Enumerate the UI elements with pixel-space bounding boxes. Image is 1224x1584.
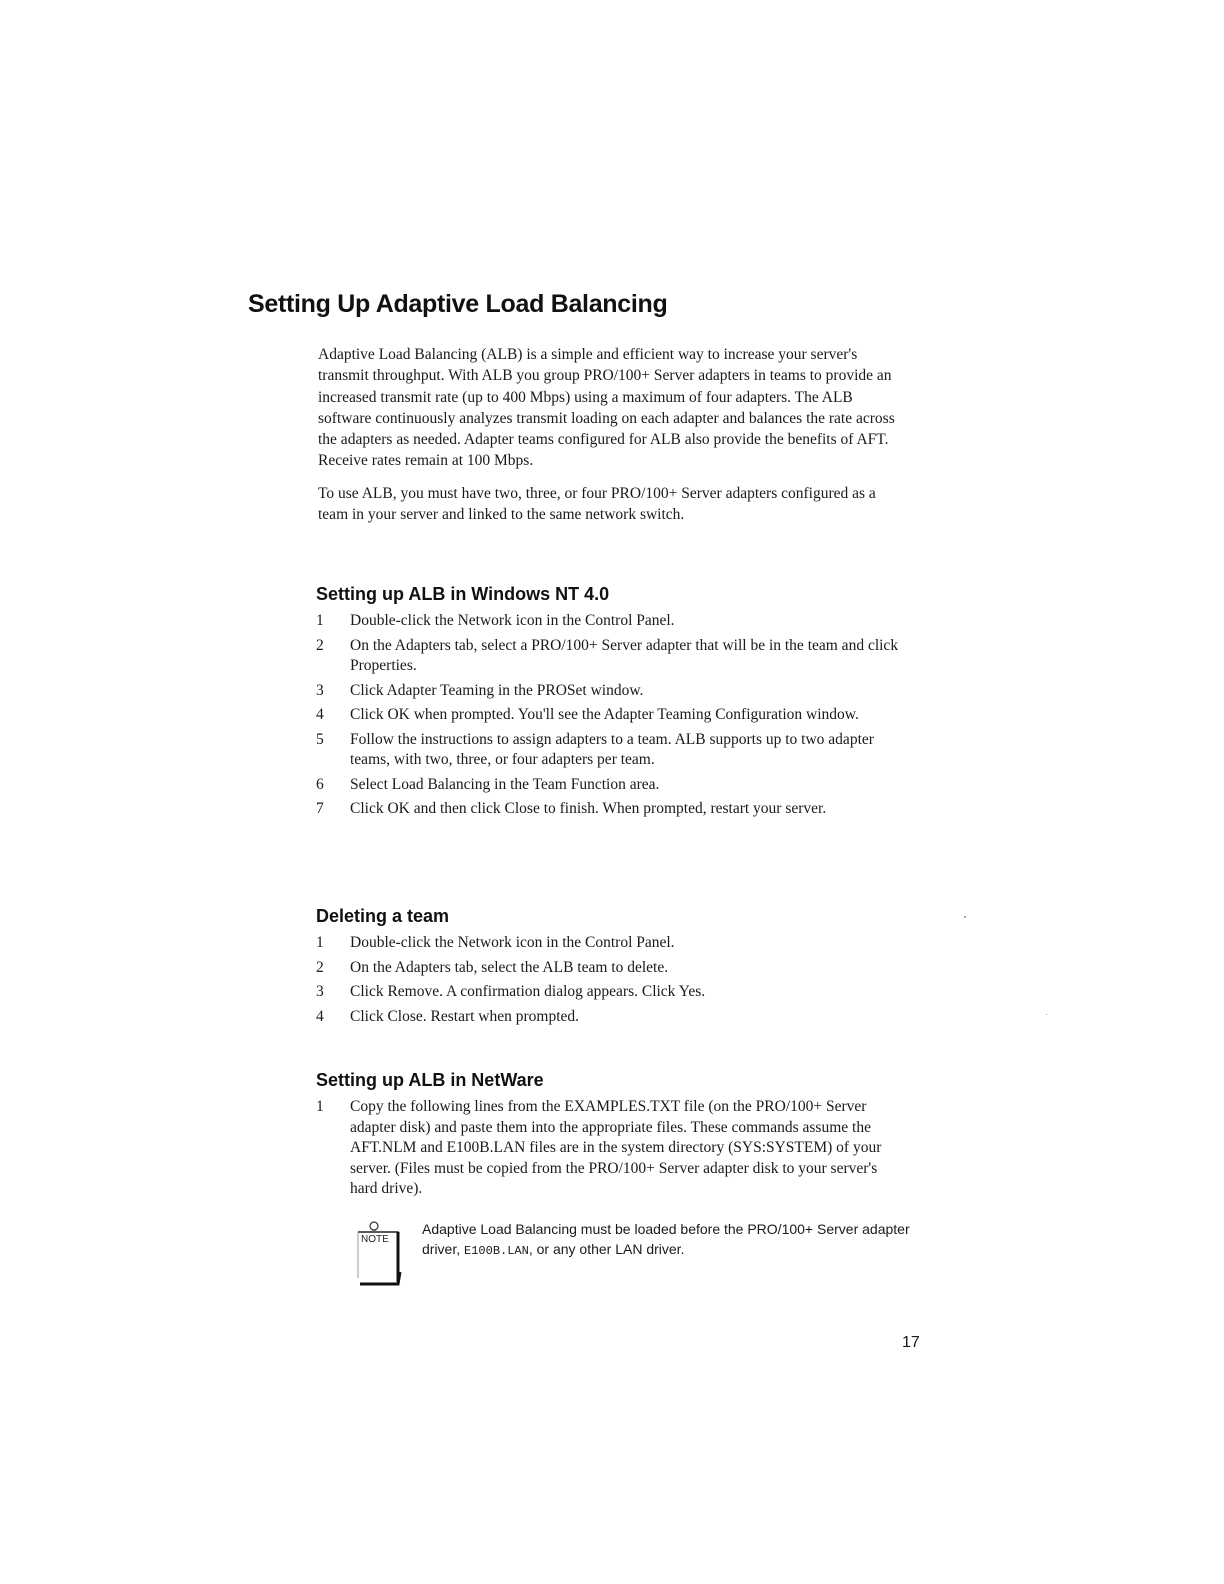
note-callout (352, 1218, 912, 1290)
step-text: On the Adapters tab, select the ALB team to delete. (350, 958, 669, 976)
step-text: Click Adapter Teaming in the PROSet window. (350, 681, 644, 699)
note-text-before: Adaptive Load Balancing must be loaded before the PRO/100+ Server adapter driver, (422, 1221, 910, 1257)
note-icon-label: NOTE (361, 1234, 389, 1245)
step-number: 1 (316, 934, 324, 951)
step-number: 1 (316, 612, 324, 629)
page-number: 17 (902, 1334, 920, 1351)
list-item (316, 705, 906, 726)
note-text-after: , or any other LAN driver. (528, 1240, 685, 1257)
step-number: 3 (316, 681, 324, 699)
list-item (316, 681, 906, 702)
intro-paragraph: To use ALB, you must have two, three, or four PRO/100+ Server adapters configured as a team in your server and linked to the same network switch. (318, 484, 876, 524)
step-text: On the Adapters tab, select a PRO/100+ Server adapter that will be in the team and click Properties. (350, 636, 899, 674)
step-number: 2 (316, 958, 324, 976)
step-text: Click Remove. A confirmation dialog appears. Click Yes. (350, 983, 706, 1000)
list-item (316, 982, 906, 1003)
step-text: Click OK and then click Close to finish. When prompted, restart your server. (350, 800, 827, 817)
step-text: Follow the instructions to assign adapters to a team. ALB supports up to two adapter teams, with two, three, or four adapters per team. (350, 730, 874, 768)
step-number: 1 (316, 1098, 324, 1115)
list-item (316, 611, 906, 632)
step-number: 3 (316, 983, 324, 1000)
note-text (422, 1218, 912, 1290)
list-item (316, 730, 906, 771)
scan-speck (1046, 1014, 1047, 1015)
step-list (316, 611, 906, 820)
step-text: Click Close. Restart when prompted. (350, 1007, 580, 1025)
intro-text (318, 344, 898, 536)
note-icon (352, 1218, 412, 1290)
section-heading: Deleting a team (316, 906, 450, 926)
step-list (316, 1097, 906, 1200)
section-deleting-team (316, 906, 906, 1031)
intro-paragraph: Adaptive Load Balancing (ALB) is a simple and efficient way to increase your server's transmit throughput. With ALB you group PRO/100+ Server adapters in teams to provide an increased transmit rate (up to 400 Mbps) using a maximum of four adapters. The ALB software continuously analyzes transmit loading on each adapter and balances the rate across the adapters as needed. Adapter teams configured for ALB also provide the benefits of AFT. Receive rates remain at 100 Mbps. (318, 346, 895, 470)
list-item (316, 1007, 906, 1028)
step-text: Double-click the Network icon in the Control Panel. (350, 612, 675, 629)
list-item (316, 1097, 906, 1200)
list-item (316, 775, 906, 796)
section-heading: Setting up ALB in NetWare (316, 1070, 544, 1090)
step-text: Click OK when prompted. You'll see the Adapter Teaming Configuration window. (350, 706, 859, 723)
step-text: Copy the following lines from the EXAMPLES.TXT file (on the PRO/100+ Server adapter disk) and paste them into the appropriate files. These commands assume the AFT.NLM and E100B.LAN files are in the system directory (SYS:SYSTEM) of your server. (Files must be copied from the PRO/100+ Server adapter disk to your server's hard drive). (350, 1098, 882, 1197)
step-number: 4 (316, 706, 324, 723)
list-item (316, 933, 906, 954)
scan-speck (964, 916, 966, 918)
section-heading: Setting up ALB in Windows NT 4.0 (316, 584, 610, 604)
step-number: 4 (316, 1007, 324, 1025)
step-number: 6 (316, 775, 324, 793)
list-item (316, 958, 906, 979)
step-text: Double-click the Network icon in the Control Panel. (350, 934, 675, 951)
step-number: 7 (316, 800, 324, 817)
driver-filename: E100B.LAN (464, 1243, 529, 1258)
list-item (316, 636, 906, 677)
section-windows-nt (316, 584, 906, 824)
step-text: Select Load Balancing in the Team Function area. (350, 775, 660, 793)
list-item (316, 799, 906, 820)
step-number: 2 (316, 636, 324, 654)
step-list (316, 933, 906, 1027)
section-netware (316, 1070, 906, 1204)
step-number: 5 (316, 730, 324, 748)
page-title: Setting Up Adaptive Load Balancing (248, 290, 668, 318)
